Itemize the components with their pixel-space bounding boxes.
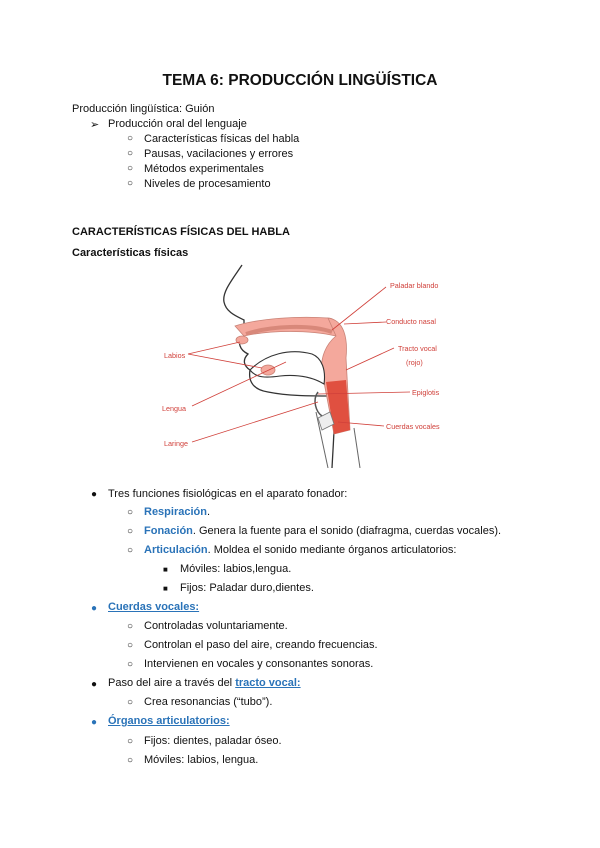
circle-bullet-icon: ○	[127, 133, 134, 144]
section-heading: CARACTERÍSTICAS FÍSICAS DEL HABLA	[72, 226, 290, 238]
term-fonacion: Fonación	[144, 525, 193, 537]
label-epiglotis: Epiglotis	[412, 388, 440, 397]
vocal-tract-diagram	[150, 262, 460, 468]
intro-sub-item: Pausas, vacilaciones y errores	[144, 148, 294, 160]
label-rojo: (rojo)	[406, 358, 423, 367]
circle-bullet-icon: ○	[127, 148, 134, 159]
bullet-text: Crea resonancias (“tubo”).	[144, 696, 273, 708]
bullet-text: Controladas voluntariamente.	[144, 620, 288, 632]
bullet-text: Tres funciones fisiológicas en el aparato fonador:	[108, 488, 348, 500]
term-tracto-vocal: tracto vocal:	[235, 677, 301, 689]
term-organos-articulatorios: Órganos articulatorios:	[108, 715, 230, 727]
label-paladar-blando: Paladar blando	[390, 281, 439, 290]
disc-bullet-icon: ●	[91, 603, 98, 614]
label-tracto-vocal: Tracto vocal	[398, 344, 437, 353]
bullet-respiracion	[144, 506, 210, 518]
bullet-text: Intervienen en vocales y consonantes sonoras.	[144, 658, 374, 670]
bullet-rest: . Moldea el sonido mediante órganos articulatorios:	[207, 544, 457, 556]
disc-bullet-icon: ●	[91, 679, 98, 690]
bullet-tracto-vocal	[108, 677, 301, 689]
bullet-rest: .	[206, 506, 211, 518]
circle-bullet-icon: ○	[127, 640, 134, 651]
bullet-text: Fijos: dientes, paladar óseo.	[144, 735, 282, 747]
circle-bullet-icon: ○	[127, 178, 134, 189]
square-bullet-icon: ■	[163, 584, 168, 593]
disc-bullet-icon: ●	[91, 717, 98, 728]
circle-bullet-icon: ○	[127, 697, 134, 708]
bullet-fijos: Fijos: Paladar duro,dientes.	[180, 582, 314, 594]
circle-bullet-icon: ○	[127, 526, 134, 537]
square-bullet-icon: ■	[163, 565, 168, 574]
label-cuerdas-vocales: Cuerdas vocales	[386, 422, 440, 431]
bullet-fonacion	[144, 525, 501, 537]
intro-sub-item: Métodos experimentales	[144, 163, 264, 175]
page-title: TEMA 6: PRODUCCIÓN LINGÜÍSTICA	[162, 72, 438, 89]
term-respiracion: Respiración	[144, 506, 207, 518]
circle-bullet-icon: ○	[127, 621, 134, 632]
bullet-text: Controlan el paso del aire, creando frecuencias.	[144, 639, 378, 651]
term-articulacion: Articulación	[144, 544, 208, 556]
label-labios: Labios	[164, 351, 186, 360]
intro-line: Producción lingüística: Guión	[72, 103, 215, 115]
arrow-item: Producción oral del lenguaje	[108, 118, 247, 130]
label-lengua: Lengua	[162, 404, 186, 413]
arrow-bullet-icon: ➢	[90, 119, 100, 131]
trachea-line	[354, 428, 360, 468]
disc-bullet-icon: ●	[91, 489, 98, 500]
intro-sub-item: Niveles de procesamiento	[144, 178, 271, 190]
label-conducto-nasal: Conducto nasal	[386, 317, 436, 326]
term-cuerdas-vocales: Cuerdas vocales:	[108, 601, 200, 613]
intro-sub-item: Características físicas del habla	[144, 133, 300, 145]
circle-bullet-icon: ○	[127, 545, 134, 556]
circle-bullet-icon: ○	[127, 736, 134, 747]
circle-bullet-icon: ○	[127, 755, 134, 766]
bullet-articulacion	[144, 544, 456, 556]
circle-bullet-icon: ○	[127, 659, 134, 670]
bullet-rest: . Genera la fuente para el sonido (diafragma, cuerdas vocales).	[192, 525, 502, 537]
bullet-text: Móviles: labios, lengua.	[144, 754, 259, 766]
section-subheading: Características físicas	[72, 247, 189, 259]
label-laringe: Laringe	[164, 439, 188, 448]
circle-bullet-icon: ○	[127, 163, 134, 174]
circle-bullet-icon: ○	[127, 507, 134, 518]
bullet-pre: Paso del aire a través del	[108, 677, 236, 689]
bullet-moviles: Móviles: labios,lengua.	[180, 563, 292, 575]
